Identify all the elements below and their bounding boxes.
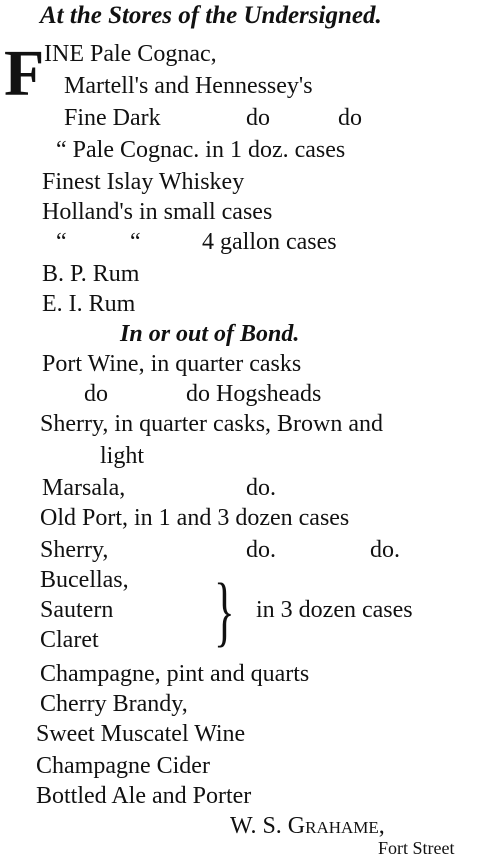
ditto-mark: do. xyxy=(246,537,276,563)
line-bucellas: Bucellas, xyxy=(40,567,129,593)
line-fine-pale-cognac: INE Pale Cognac, xyxy=(44,41,217,67)
signature: W. S. Grahame, xyxy=(230,813,385,839)
line-hollands: Holland's in small cases xyxy=(42,199,273,225)
line-sherry-quarter: Sherry, in quarter casks, Brown and xyxy=(40,411,384,437)
ditto-mark: do xyxy=(246,105,270,131)
line-marsala: Marsala, xyxy=(42,475,126,501)
line-pale-cognac-cases: “ Pale Cognac. in 1 doz. cases xyxy=(56,137,346,163)
line-bp-rum: B. P. Rum xyxy=(42,261,140,287)
line-islay-whiskey: Finest Islay Whiskey xyxy=(42,169,245,195)
line-port-wine: Port Wine, in quarter casks xyxy=(42,351,302,377)
ditto-mark: do xyxy=(338,105,362,131)
line-muscatel: Sweet Muscatel Wine xyxy=(36,721,246,747)
line-sherry: Sherry, xyxy=(40,537,109,563)
ditto-mark: “ xyxy=(130,229,141,255)
ditto-mark: do. xyxy=(246,475,276,501)
line-hogsheads: do Hogsheads xyxy=(186,381,322,407)
line-cherry-brandy: Cherry Brandy, xyxy=(40,691,188,717)
line-fine-dark: Fine Dark xyxy=(64,105,161,131)
line-claret: Claret xyxy=(40,627,99,653)
line-champagne: Champagne, pint and quarts xyxy=(40,661,310,687)
line-ei-rum: E. I. Rum xyxy=(42,291,136,317)
ditto-mark: “ xyxy=(56,229,67,255)
line-old-port: Old Port, in 1 and 3 dozen cases xyxy=(40,505,350,531)
line-bottled-ale: Bottled Ale and Porter xyxy=(36,783,252,809)
line-light: light xyxy=(100,443,145,469)
line-champagne-cider: Champagne Cider xyxy=(36,753,210,779)
ditto-mark: do. xyxy=(370,537,400,563)
line-martell-hennessey: Martell's and Hennessey's xyxy=(64,73,313,99)
ditto-mark: do xyxy=(84,381,108,407)
line-gallon-cases: 4 gallon cases xyxy=(202,229,337,255)
address: Fort Street xyxy=(378,838,455,858)
subheading-bond: In or out of Bond. xyxy=(120,321,300,347)
curly-brace-icon: } xyxy=(214,567,235,654)
line-sautern: Sautern xyxy=(40,597,114,623)
drop-cap: F xyxy=(4,37,45,110)
heading: At the Stores of the Undersigned. xyxy=(40,2,382,29)
bracket-note: in 3 dozen cases xyxy=(256,597,413,623)
